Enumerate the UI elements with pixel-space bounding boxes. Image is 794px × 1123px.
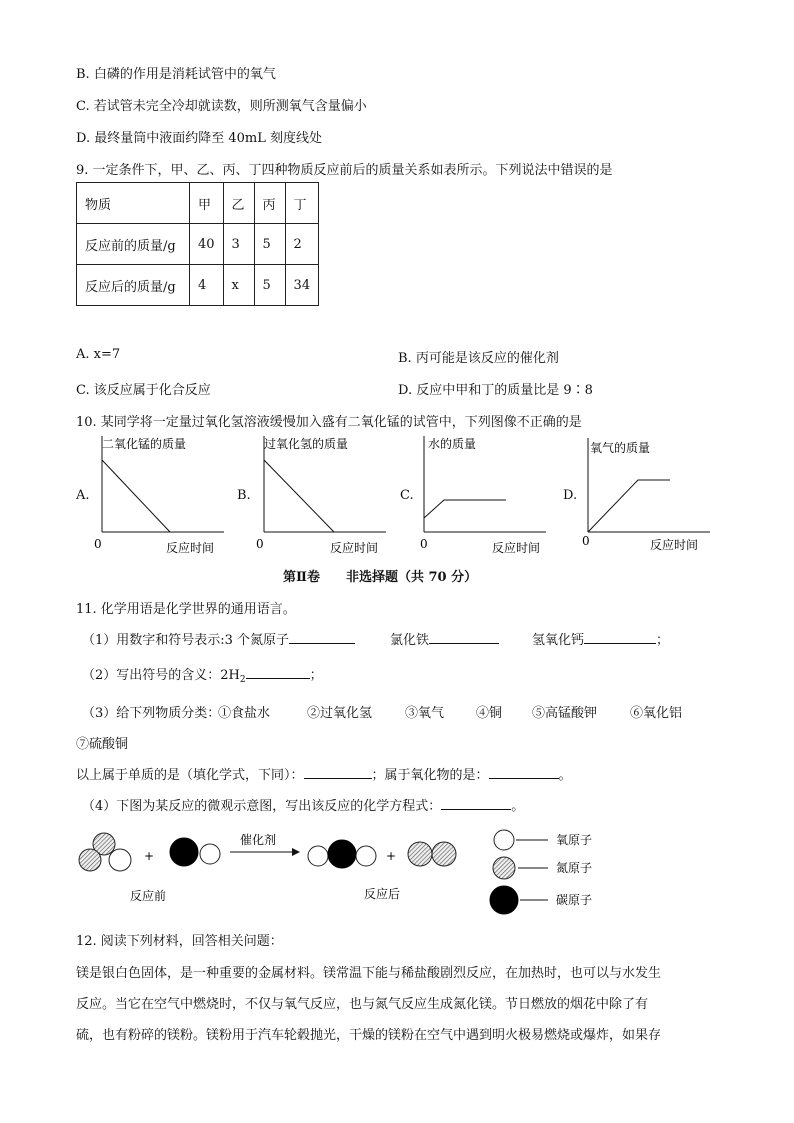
- q9-table: [76, 182, 319, 306]
- q11-part3-q-end: 。: [558, 768, 572, 783]
- q11-part2-formula: 2H: [220, 668, 240, 683]
- before-label: 反应前: [130, 889, 167, 903]
- q9-option-d: D. 反应中甲和丁的质量比是 9∶8: [398, 383, 593, 398]
- graph-c: [414, 432, 554, 560]
- graph-c-letter: C.: [400, 488, 414, 503]
- after-label: 反应后: [364, 887, 401, 901]
- q12-stem: 12. 阅读下列材料，回答相关问题：: [76, 934, 283, 949]
- q9-option-c: C. 该反应属于化合反应: [76, 383, 211, 398]
- q11-part3-q-a: 以上属于单质的是（填化学式，下同）：: [76, 768, 304, 783]
- q8-option-d: D. 最终量筒中液面约降至 40mL 刻度线处: [76, 131, 322, 146]
- molecule-reactant-1: [79, 833, 131, 871]
- answer-blank[interactable]: [246, 664, 310, 679]
- legend-carbon: 碳原子: [556, 893, 593, 907]
- table-row: [77, 224, 319, 265]
- q10-stem: 10. 某同学将一定量过氧化氢溶液缓慢加入盛有二氧化锰的试管中，下列图像不正确的是: [76, 415, 582, 430]
- graph-a-letter: A.: [76, 488, 90, 503]
- table-row: [77, 183, 319, 224]
- table-cell: 4: [190, 265, 224, 306]
- table-cell: 反应前的质量/g: [77, 224, 190, 265]
- legend-nitrogen: 氮原子: [556, 861, 593, 875]
- graph-d-ylabel: 氧气的质量: [590, 441, 651, 455]
- arrow-head: [292, 848, 300, 856]
- table-cell: 40: [190, 224, 224, 265]
- q11-part1-b: [390, 629, 499, 648]
- q11-part3-question: [76, 764, 572, 783]
- molecule-reactant-2: [170, 838, 220, 866]
- graph-a-origin: 0: [94, 537, 102, 551]
- plus-sign: +: [144, 849, 155, 863]
- q12-text-line: 反应。当它在空气中燃烧时，不仅与氧气反应，也与氮气反应生成氮化镁。节日燃放的烟花中除了有: [76, 997, 649, 1012]
- q11-part1-c: [532, 629, 669, 648]
- q11-part2-end: ；: [309, 668, 323, 683]
- molecule-product-1: [308, 840, 376, 868]
- graph-d-curve: [588, 480, 670, 532]
- graph-a-ylabel: 二氧化锰的质量: [102, 437, 187, 451]
- oxygen-atom-icon: [494, 830, 514, 850]
- graph-b: [254, 432, 394, 560]
- graph-c-xlabel: 反应时间: [492, 541, 541, 555]
- graph-c-ylabel: 水的质量: [428, 437, 477, 451]
- q11-part1-label: （1）用数字和符号表示:3 个氮原子: [82, 633, 290, 648]
- graph-b-letter: B.: [237, 488, 251, 503]
- table-cell: 5: [254, 265, 285, 306]
- graph-c-curve: [424, 500, 506, 518]
- graph-b-origin: 0: [256, 537, 264, 551]
- q11-part4-label: （4）下图为某反应的微观示意图，写出该反应的化学方程式：: [82, 799, 442, 814]
- q11-part3-q-b: ；属于氧化物的是：: [371, 768, 489, 783]
- q11-part3-label: （3）给下列物质分类：: [82, 706, 221, 721]
- answer-blank[interactable]: [441, 795, 511, 810]
- graph-d-xlabel: 反应时间: [650, 538, 699, 552]
- graph-d-origin: 0: [582, 534, 590, 548]
- graph-a: [92, 432, 232, 560]
- q11-part2-sub: 2: [239, 675, 246, 685]
- q11-part4-end: 。: [511, 799, 525, 814]
- table-cell: 34: [285, 265, 319, 306]
- q12-text-line: 硫，也有粉碎的镁粉。镁粉用于汽车轮毂抛光，干燥的镁粉在空气中遇到明火极易燃烧或爆炸，如果存: [76, 1028, 662, 1043]
- graph-a-xlabel: 反应时间: [166, 541, 215, 555]
- q11-part1-c-label: 氢氧化钙: [532, 633, 585, 648]
- nitrogen-atom-icon: [493, 857, 515, 879]
- answer-blank[interactable]: [304, 764, 372, 779]
- q9-option-a: A. x=7: [76, 347, 121, 362]
- graph-d: [578, 432, 718, 560]
- q11-stem: 11. 化学用语是化学世界的通用语言。: [76, 602, 296, 617]
- plus-sign: +: [386, 849, 397, 863]
- q11-part1-b-label: 氯化铁: [390, 633, 430, 648]
- graph-a-curve: [102, 460, 170, 532]
- q11-part4: [82, 795, 524, 814]
- q11-item: ②过氧化氢: [307, 706, 373, 721]
- table-cell: x: [223, 265, 254, 306]
- catalyst-label: 催化剂: [240, 833, 277, 847]
- molecule-product-2: [408, 842, 456, 866]
- graph-b-ylabel: 过氧化氢的质量: [264, 437, 349, 451]
- q11-item: ①食盐水: [218, 706, 271, 721]
- table-cell: 5: [254, 224, 285, 265]
- q11-item: ⑤高锰酸钾: [532, 706, 598, 721]
- q11-item: ③氧气: [405, 706, 445, 721]
- graph-c-origin: 0: [420, 537, 428, 551]
- reaction-diagram: [70, 822, 630, 918]
- q11-item: ⑥氧化铝: [630, 706, 683, 721]
- table-cell: 甲: [190, 183, 224, 224]
- q8-option-b: B. 白磷的作用是消耗试管中的氧气: [76, 67, 276, 82]
- answer-blank[interactable]: [289, 629, 355, 644]
- section-title: 第Ⅱ卷 非选择题（共 70 分）: [283, 570, 478, 585]
- carbon-atom-icon: [490, 886, 518, 914]
- table-cell: 2: [285, 224, 319, 265]
- legend: [490, 830, 592, 914]
- q11-item: ⑦硫酸铜: [76, 737, 129, 752]
- table-cell: 3: [223, 224, 254, 265]
- graph-b-curve: [264, 460, 334, 532]
- answer-blank[interactable]: [584, 629, 656, 644]
- q8-option-c: C. 若试管未完全冷却就读数，则所测氧气含量偏小: [76, 99, 367, 114]
- table-row: [77, 265, 319, 306]
- q11-part2: [82, 664, 323, 685]
- q11-part1: [82, 629, 355, 648]
- table-cell: 丙: [254, 183, 285, 224]
- table-cell: 反应后的质量/g: [77, 265, 190, 306]
- q9-option-b: B. 丙可能是该反应的催化剂: [398, 351, 559, 366]
- answer-blank[interactable]: [429, 629, 499, 644]
- graph-b-xlabel: 反应时间: [330, 541, 379, 555]
- q12-text-line: 镁是银白色固体，是一种重要的金属材料。镁常温下能与稀盐酸剧烈反应，在加热时，也可以与水发生: [76, 966, 662, 981]
- graph-d-letter: D.: [563, 488, 578, 503]
- q11-item: ④铜: [476, 706, 503, 721]
- answer-blank[interactable]: [489, 764, 559, 779]
- table-cell: 物质: [77, 183, 190, 224]
- q9-stem: 9. 一定条件下，甲、乙、丙、丁四种物质反应前后的质量关系如表所示。下列说法中错误的是: [76, 163, 613, 178]
- table-cell: 乙: [223, 183, 254, 224]
- legend-oxygen: 氧原子: [556, 833, 593, 847]
- q11-part2-label: （2）写出符号的含义：: [82, 668, 221, 683]
- q11-part1-end: ；: [656, 633, 670, 648]
- table-cell: 丁: [285, 183, 319, 224]
